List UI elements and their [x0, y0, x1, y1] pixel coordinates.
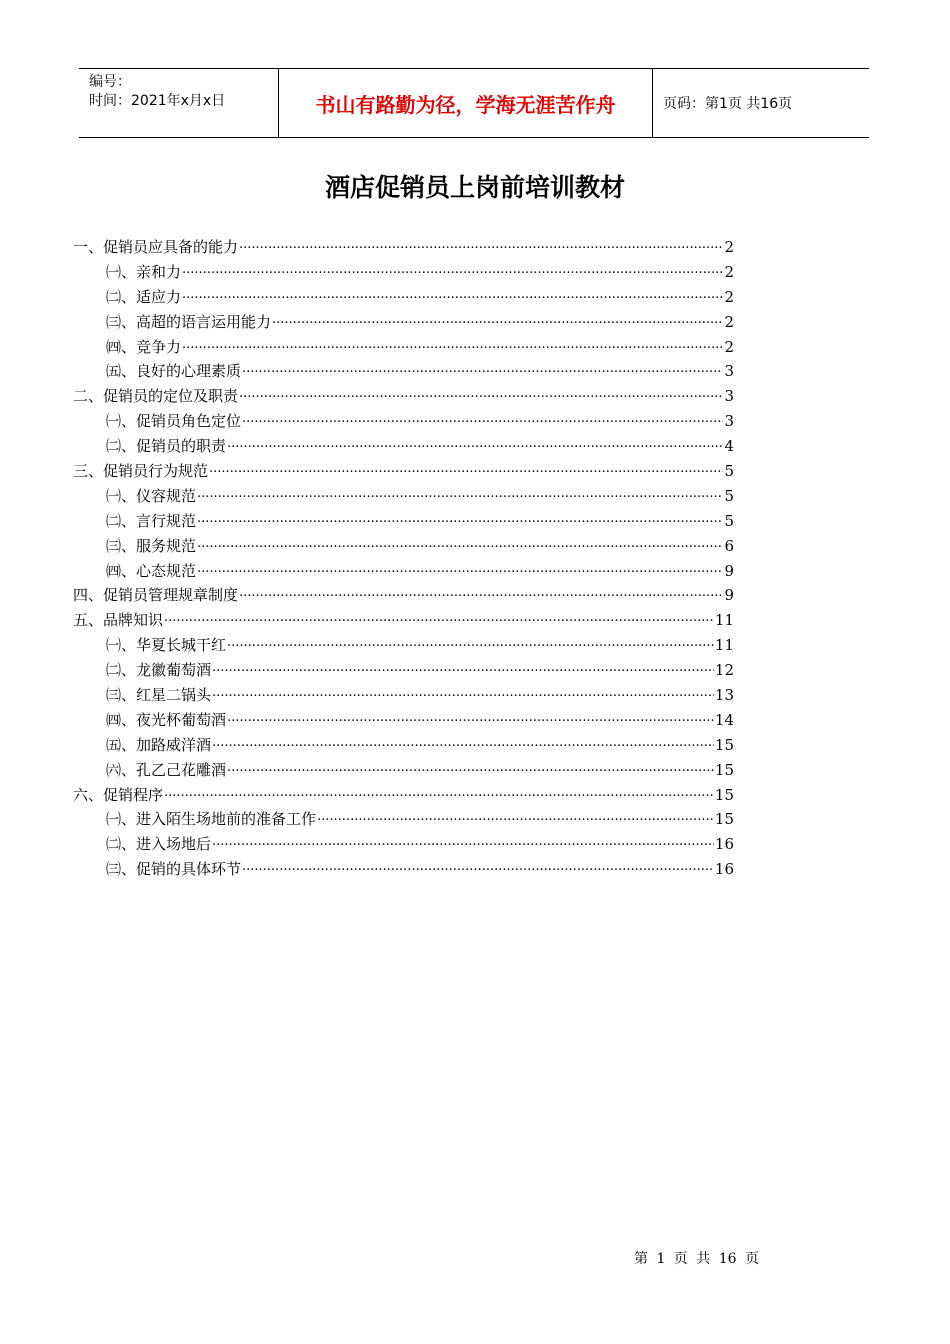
toc-entry-page-number: 5 — [724, 511, 734, 530]
toc-entry-page-number: 4 — [724, 437, 734, 456]
toc-entry-label: ㈡、进入场地后 — [106, 835, 212, 854]
toc-dot-leader — [239, 582, 723, 600]
toc-section-entry[interactable] — [73, 782, 734, 807]
toc-entry-page-number: 6 — [724, 536, 734, 555]
page-footer: 第 1 页 共 16 页 — [634, 1251, 759, 1267]
toc-entry-page-number: 15 — [714, 735, 734, 754]
toc-entry-page-number: 2 — [724, 337, 734, 356]
toc-subsection-entry[interactable] — [73, 508, 734, 533]
toc-entry-page-number: 13 — [714, 686, 734, 705]
toc-entry-label: ㈥、孔乙己花雕酒 — [106, 760, 227, 779]
toc-subsection-entry[interactable] — [73, 806, 734, 831]
toc-subsection-entry[interactable] — [73, 309, 734, 334]
toc-entry-label: ㈡、言行规范 — [106, 511, 197, 530]
toc-section-entry[interactable] — [73, 607, 734, 632]
toc-entry-label: ㈢、红星二锅头 — [106, 686, 212, 705]
toc-entry-label: 一、促销员应具备的能力 — [73, 238, 239, 256]
document-title: 酒店促销员上岗前培训教材 — [324, 173, 625, 202]
toc-dot-leader — [182, 259, 723, 277]
toc-entry-page-number: 3 — [724, 362, 734, 381]
toc-section-entry[interactable] — [73, 383, 734, 408]
toc-subsection-entry[interactable] — [73, 558, 734, 583]
toc-dot-leader — [242, 856, 714, 874]
toc-dot-leader — [242, 358, 723, 376]
toc-section-entry[interactable] — [73, 458, 734, 483]
toc-dot-leader — [317, 806, 714, 824]
toc-subsection-entry[interactable] — [73, 707, 734, 732]
toc-dot-leader — [227, 707, 714, 725]
toc-entry-page-number: 3 — [724, 387, 734, 406]
toc-subsection-entry[interactable] — [73, 682, 734, 707]
toc-entry-page-number: 5 — [724, 462, 734, 481]
toc-subsection-entry[interactable] — [73, 483, 734, 508]
toc-dot-leader — [164, 607, 714, 625]
toc-entry-label: 二、促销员的定位及职责 — [73, 387, 239, 406]
toc-entry-page-number: 15 — [714, 760, 734, 779]
toc-dot-leader — [227, 433, 723, 451]
toc-dot-leader — [182, 334, 723, 352]
toc-entry-label: 四、促销员管理规章制度 — [73, 586, 239, 605]
toc-entry-label: ㈣、竞争力 — [106, 337, 182, 356]
toc-entry-page-number: 11 — [714, 611, 734, 630]
document-number-label: 编号： — [89, 74, 131, 90]
toc-entry-label: ㈤、良好的心理素质 — [106, 362, 242, 381]
toc-dot-leader — [227, 632, 714, 650]
toc-entry-page-number: 9 — [724, 561, 734, 580]
toc-subsection-entry[interactable] — [73, 757, 734, 782]
toc-subsection-entry[interactable] — [73, 856, 734, 881]
toc-dot-leader — [239, 383, 723, 401]
toc-dot-leader — [197, 508, 723, 526]
toc-subsection-entry[interactable] — [73, 408, 734, 433]
toc-entry-page-number: 3 — [724, 412, 734, 431]
toc-entry-label: ㈢、促销的具体环节 — [106, 860, 242, 879]
toc-entry-page-number: 2 — [724, 262, 734, 281]
toc-subsection-entry[interactable] — [73, 284, 734, 309]
toc-section-entry[interactable] — [73, 234, 734, 259]
toc-entry-page-number: 16 — [714, 860, 734, 879]
toc-entry-label: ㈡、适应力 — [106, 287, 182, 306]
toc-subsection-entry[interactable] — [73, 657, 734, 682]
toc-entry-label: ㈤、加路威洋酒 — [106, 735, 212, 754]
toc-entry-label: ㈠、进入陌生场地前的准备工作 — [106, 810, 317, 829]
toc-entry-page-number: 11 — [714, 636, 734, 655]
toc-entry-page-number: 9 — [724, 586, 734, 605]
toc-entry-page-number: 2 — [724, 312, 734, 331]
toc-dot-leader — [209, 458, 723, 476]
toc-dot-leader — [212, 732, 714, 750]
table-of-contents — [73, 234, 734, 881]
toc-subsection-entry[interactable] — [73, 831, 734, 856]
toc-entry-label: ㈠、促销员角色定位 — [106, 412, 242, 431]
toc-entry-page-number: 15 — [714, 785, 734, 804]
toc-entry-label: ㈡、龙徽葡萄酒 — [106, 661, 212, 680]
toc-entry-page-number: 15 — [714, 810, 734, 829]
header-motto: 书山有路勤为径，学海无涯苦作舟 — [279, 69, 653, 137]
toc-subsection-entry[interactable] — [73, 334, 734, 359]
toc-entry-label: ㈢、高超的语言运用能力 — [106, 312, 272, 331]
document-time-label: 时间：2021年x月x日 — [89, 93, 226, 109]
toc-dot-leader — [212, 682, 714, 700]
header-meta — [79, 69, 279, 137]
toc-entry-label: ㈠、华夏长城干红 — [106, 636, 227, 655]
toc-entry-page-number: 16 — [714, 835, 734, 854]
toc-entry-label: ㈣、夜光杯葡萄酒 — [106, 710, 227, 729]
toc-subsection-entry[interactable] — [73, 632, 734, 657]
toc-dot-leader — [212, 831, 714, 849]
toc-dot-leader — [239, 234, 723, 252]
toc-subsection-entry[interactable] — [73, 732, 734, 757]
toc-entry-label: 三、促销员行为规范 — [73, 462, 209, 481]
toc-entry-label: ㈠、仪容规范 — [106, 486, 197, 505]
toc-dot-leader — [197, 483, 723, 501]
toc-entry-label: ㈠、亲和力 — [106, 262, 182, 281]
toc-subsection-entry[interactable] — [73, 358, 734, 383]
toc-entry-label: ㈢、服务规范 — [106, 536, 197, 555]
toc-entry-label: 五、品牌知识 — [73, 611, 164, 630]
toc-subsection-entry[interactable] — [73, 533, 734, 558]
toc-entry-page-number: 12 — [714, 661, 734, 680]
toc-dot-leader — [227, 757, 714, 775]
toc-dot-leader — [182, 284, 723, 302]
toc-section-entry[interactable] — [73, 582, 734, 607]
toc-subsection-entry[interactable] — [73, 433, 734, 458]
toc-dot-leader — [197, 533, 723, 551]
toc-dot-leader — [164, 782, 714, 800]
page-header — [79, 68, 869, 138]
toc-entry-page-number: 2 — [724, 287, 734, 306]
toc-entry-page-number: 14 — [714, 710, 734, 729]
toc-dot-leader — [242, 408, 723, 426]
toc-dot-leader — [272, 309, 723, 327]
toc-entry-label: 六、促销程序 — [73, 785, 164, 804]
toc-subsection-entry[interactable] — [73, 259, 734, 284]
header-page-info: 页码：第1页 共16页 — [663, 96, 793, 112]
toc-dot-leader — [197, 558, 723, 576]
toc-entry-label: ㈡、促销员的职责 — [106, 437, 227, 456]
toc-entry-page-number: 2 — [724, 238, 734, 256]
toc-entry-page-number: 5 — [724, 486, 734, 505]
toc-dot-leader — [212, 657, 714, 675]
toc-entry-label: ㈣、心态规范 — [106, 561, 197, 580]
